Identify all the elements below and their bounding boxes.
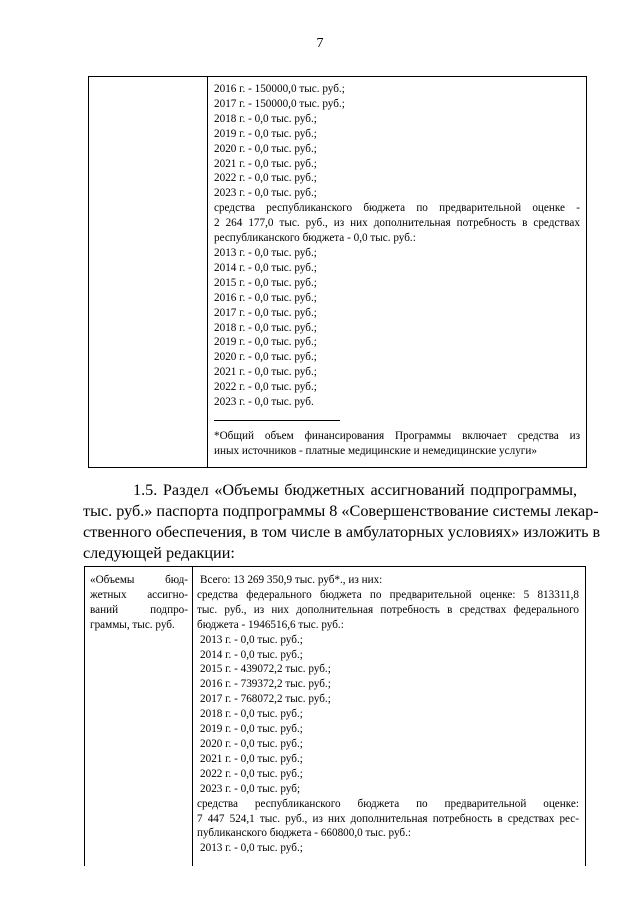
label-line: жетных ассигно- <box>90 588 188 601</box>
year-amount-line: 2018 г. - 0,0 тыс. руб.; <box>214 321 317 334</box>
financing-table-continuation <box>88 76 587 468</box>
federal-years-list <box>214 82 580 201</box>
paragraph-line: 1.5. Раздел «Объемы бюджетных ассигнований подпрограммы, <box>133 481 577 499</box>
paragraph-line: тыс. руб.» паспорта подпрограммы 8 «Совершенствование системы лекар- <box>83 502 599 520</box>
republican-budget-line: средства республиканского бюджета по предварительной оценке - <box>214 202 580 215</box>
year-amount-line: 2021 г. - 0,0 тыс. руб.; <box>214 157 317 170</box>
republican-budget-line: публиканского бюджета - 660800,0 тыс. руб.: <box>197 827 411 840</box>
year-amount-line: 2020 г. - 0,0 тыс. руб.; <box>200 737 303 750</box>
year-amount-line: 2016 г. - 0,0 тыс. руб.; <box>214 291 317 304</box>
subprogram-budget-table <box>84 566 586 866</box>
financing-details-cell <box>208 77 587 468</box>
year-amount-line: 2023 г. - 0,0 тыс. руб.; <box>214 187 317 200</box>
year-amount-line: 2017 г. - 150000,0 тыс. руб.; <box>214 97 345 110</box>
year-amount-line: 2020 г. - 0,0 тыс. руб.; <box>214 351 317 364</box>
year-amount-line: 2023 г. - 0,0 тыс. руб. <box>214 396 314 409</box>
year-amount-line: 2013 г. - 0,0 тыс. руб.; <box>214 246 317 259</box>
year-amount-line: 2014 г. - 0,0 тыс. руб.; <box>214 261 317 274</box>
footnote-line: *Общий объем финансирования Программы включает средства из <box>214 429 580 442</box>
year-amount-line: 2017 г. - 0,0 тыс. руб.; <box>214 306 317 319</box>
republican-budget-line: 2 264 177,0 тыс. руб., из них дополнительная потребность в средствах <box>214 217 580 230</box>
label-line: граммы, тыс. руб. <box>90 618 175 631</box>
year-amount-line: 2019 г. - 0,0 тыс. руб.; <box>214 127 317 140</box>
year-amount-line: 2017 г. - 768072,2 тыс. руб.; <box>200 693 331 706</box>
year-amount-line: 2018 г. - 0,0 тыс. руб.; <box>200 708 303 721</box>
federal-budget-line: тыс. руб., из них дополнительная потребность в средствах федерального <box>197 603 579 616</box>
year-amount-line: 2015 г. - 0,0 тыс. руб.; <box>214 276 317 289</box>
year-amount-line: 2021 г. - 0,0 тыс. руб.; <box>214 366 317 379</box>
year-amount-line: 2022 г. - 0,0 тыс. руб.; <box>214 381 317 394</box>
label-line: «Объемы бюд- <box>90 574 188 586</box>
year-amount-line: 2022 г. - 0,0 тыс. руб.; <box>214 172 317 185</box>
republican-budget-line: республиканского бюджета - 0,0 тыс. руб.: <box>214 232 416 245</box>
year-amount-line: 2013 г. - 0,0 тыс. руб.; <box>200 842 303 855</box>
year-amount-line: 2020 г. - 0,0 тыс. руб.; <box>214 142 317 155</box>
footnote-line: иных источников - платные медицинские и немедицинские услуги» <box>214 444 537 457</box>
year-amount-line: 2021 г. - 0,0 тыс. руб.; <box>200 752 303 765</box>
republican-years-list <box>214 246 580 410</box>
year-amount-line: 2013 г. - 0,0 тыс. руб.; <box>200 633 303 646</box>
federal-budget-line: бюджета - 1946516,6 тыс. руб.: <box>197 618 344 631</box>
section-label-cell <box>85 567 193 867</box>
year-amount-line: 2016 г. - 739372,2 тыс. руб.; <box>200 678 331 691</box>
budget-details-cell <box>193 567 586 867</box>
page-number: 7 <box>316 36 324 51</box>
year-amount-line: 2019 г. - 0,0 тыс. руб.; <box>214 336 317 349</box>
federal-years-list <box>197 633 579 797</box>
year-amount-line: 2022 г. - 0,0 тыс. руб.; <box>200 767 303 780</box>
paragraph-line: следующей редакции: <box>83 544 235 562</box>
year-amount-line: 2016 г. - 150000,0 тыс. руб.; <box>214 83 345 95</box>
republican-budget-line: 7 447 524,1 тыс. руб., из них дополнительная потребность в средствах рес- <box>197 812 579 825</box>
year-amount-line: 2015 г. - 439072,2 тыс. руб.; <box>200 663 331 676</box>
amendment-paragraph <box>83 480 601 564</box>
federal-budget-line: средства федерального бюджета по предварительной оценке: 5 813311,8 <box>197 588 579 601</box>
footnote-divider <box>214 420 340 421</box>
republican-budget-line: средства республиканского бюджета по предварительной оценке: <box>197 797 579 810</box>
label-line: ваний подпро- <box>90 603 188 616</box>
year-amount-line: 2014 г. - 0,0 тыс. руб.; <box>200 648 303 661</box>
republican-years-list <box>197 841 579 856</box>
year-amount-line: 2018 г. - 0,0 тыс. руб.; <box>214 112 317 125</box>
empty-label-cell <box>89 77 208 468</box>
paragraph-line: ственного обеспечения, в том числе в амбулаторных условиях» изложить в <box>83 523 601 541</box>
year-amount-line: 2019 г. - 0,0 тыс. руб.; <box>200 723 303 736</box>
total-line: Всего: 13 269 350,9 тыс. руб*., из них: <box>200 574 383 586</box>
year-amount-line: 2023 г. - 0,0 тыс. руб; <box>200 782 301 795</box>
